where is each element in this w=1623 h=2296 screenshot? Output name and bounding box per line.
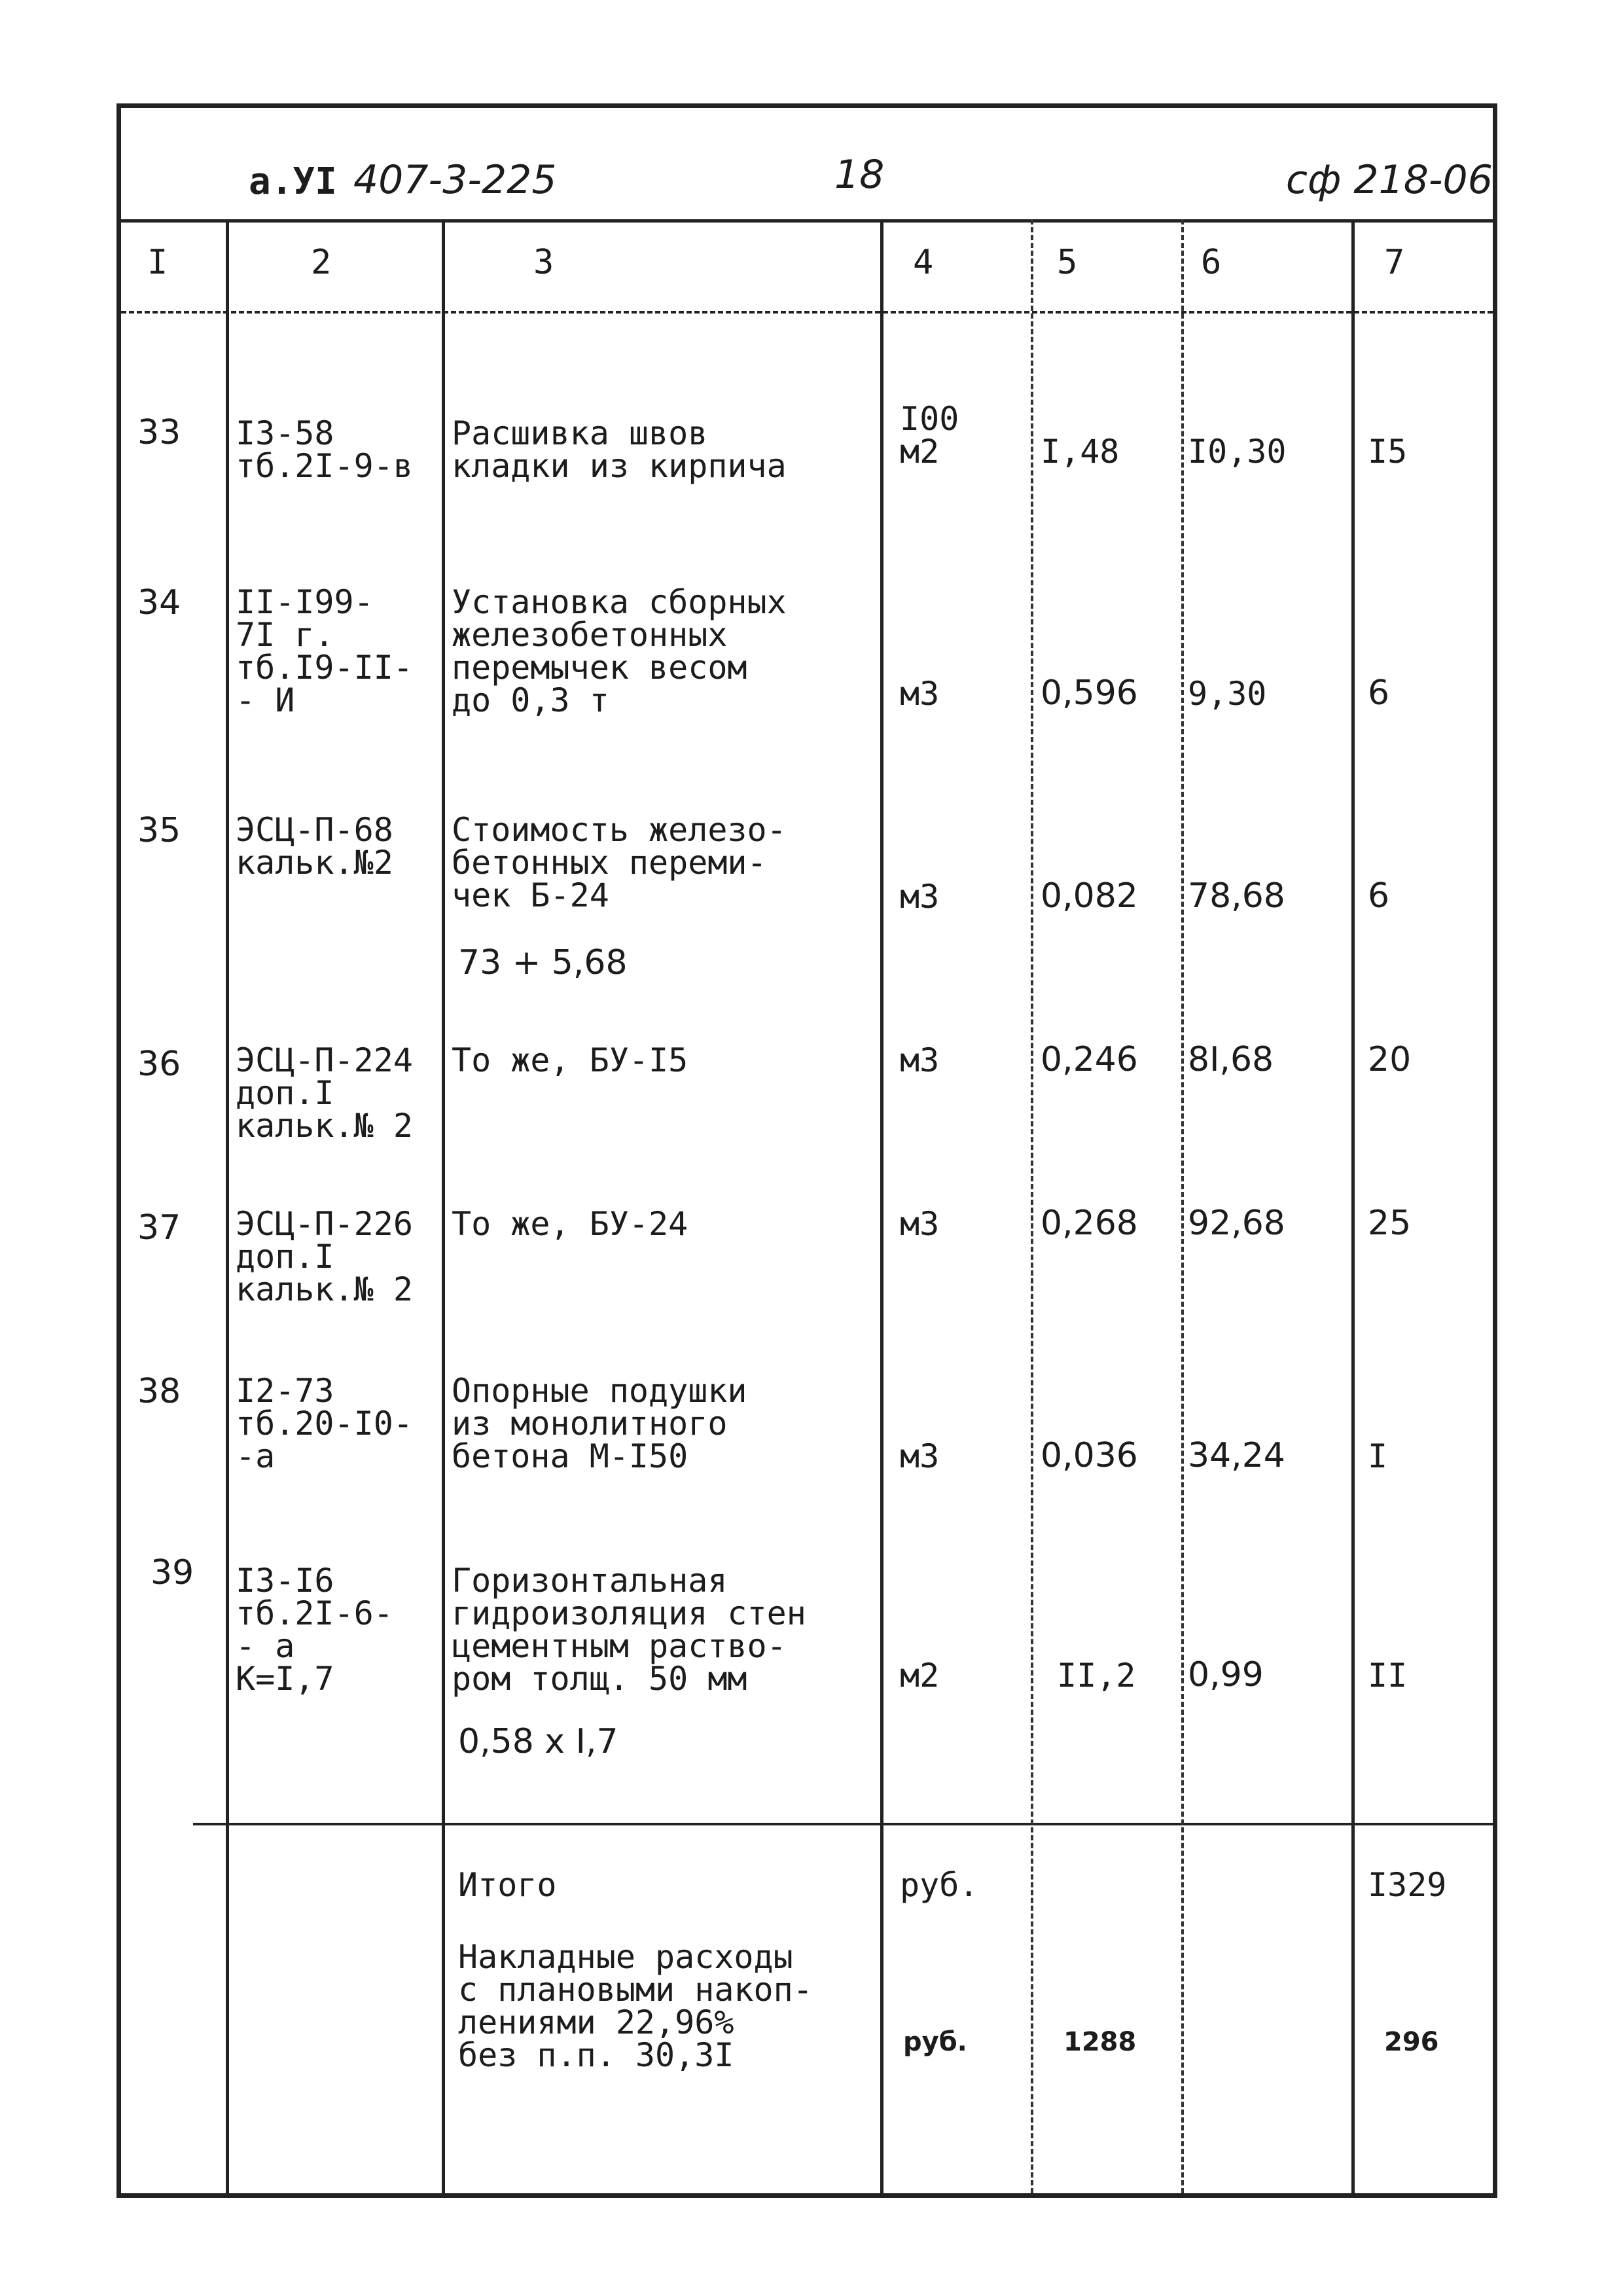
row-35-price: 78,68: [1188, 876, 1285, 916]
row-38-num: 38: [137, 1372, 181, 1411]
row-35-code: ЭСЦ-П-68 кальк.№2: [236, 811, 393, 882]
row-34-price: 9,30: [1188, 675, 1267, 713]
row-33-price: I0,30: [1188, 433, 1287, 471]
col-divider-6: [1351, 219, 1355, 2193]
row-36-code: ЭСЦ-П-224 доп.I кальк.№ 2: [236, 1041, 413, 1145]
row-38-price: 34,24: [1188, 1436, 1285, 1475]
col-divider-1: [226, 219, 229, 2193]
col-divider-4: [1031, 219, 1033, 2193]
row-37-qty: 0,268: [1041, 1204, 1138, 1243]
row-37-price: 92,68: [1188, 1204, 1285, 1243]
row-37-name: То же, БУ-24: [452, 1205, 688, 1243]
overhead-cost: 296: [1384, 2027, 1439, 2057]
row-35-qty: 0,082: [1041, 876, 1138, 916]
row-36-name: То же, БУ-I5: [452, 1041, 688, 1079]
col-divider-3: [880, 219, 883, 2193]
row-39-name: Горизонтальная гидроизоляция стен цементным раство- ром толщ. 50 мм: [452, 1562, 806, 1698]
row-34-code: II-I99- 7I г. тб.I9-II- - И: [236, 583, 413, 719]
row-35-unit: м3: [900, 878, 940, 916]
header-divider: [121, 219, 1493, 223]
row-36-qty: 0,246: [1041, 1040, 1138, 1079]
row-38-qty: 0,036: [1041, 1436, 1138, 1475]
itogo-cost: I329: [1368, 1866, 1447, 1904]
row-37-num: 37: [137, 1208, 181, 1247]
col-num-2: 2: [311, 243, 332, 282]
estimate-sheet: [116, 103, 1497, 2198]
col-num-5: 5: [1057, 243, 1078, 282]
col-divider-5: [1181, 219, 1184, 2193]
album-number: 407-3-225: [353, 157, 557, 203]
row-33-num: 33: [137, 413, 181, 452]
row-39-code: I3-I6 тб.2I-6- - а К=I,7: [236, 1562, 393, 1698]
totals-divider: [193, 1823, 1493, 1825]
row-34-unit: м3: [900, 675, 940, 713]
row-36-price: 8I,68: [1188, 1040, 1274, 1079]
row-37-code: ЭСЦ-П-226 доп.I кальк.№ 2: [236, 1205, 413, 1308]
col-num-4: 4: [913, 243, 934, 282]
overhead-unit: руб.: [903, 2027, 967, 2057]
row-36-num: 36: [137, 1045, 181, 1084]
row-35-num: 35: [137, 811, 181, 850]
row-33-unit: I00 м2: [900, 400, 959, 471]
row-39-num: 39: [151, 1553, 194, 1592]
col-num-1: I: [147, 243, 168, 282]
col-divider-2: [442, 219, 445, 2193]
col-num-7: 7: [1384, 243, 1405, 282]
col-num-3: 3: [533, 243, 554, 282]
row-39-extra: 0,58 х I,7: [458, 1722, 618, 1761]
row-38-name: Опорные подушки из монолитного бетона М-I50: [452, 1372, 747, 1475]
row-39-cost: II: [1368, 1657, 1408, 1695]
album-prefix: а.УI: [249, 160, 337, 203]
row-34-qty: 0,596: [1041, 673, 1138, 713]
row-35-extra: 73 + 5,68: [458, 943, 628, 982]
itogo-unit: руб.: [900, 1866, 979, 1904]
col-num-6: 6: [1201, 243, 1222, 282]
page-number: 18: [834, 152, 885, 198]
overhead-label: Накладные расходы с плановыми накоп- лениями 22,96% без п.п. 30,3I: [458, 1938, 813, 2074]
row-37-cost: 25: [1368, 1204, 1412, 1243]
row-34-cost: 6: [1368, 673, 1390, 713]
itogo-label: Итого: [458, 1866, 557, 1904]
column-number-divider: [121, 311, 1493, 314]
row-33-qty: I,48: [1041, 433, 1120, 471]
row-36-cost: 20: [1368, 1040, 1412, 1079]
row-33-code: I3-58 тб.2I-9-в: [236, 414, 413, 485]
row-34-num: 34: [137, 583, 181, 622]
row-39-price: 0,99: [1188, 1655, 1264, 1695]
overhead-qty: 1288: [1063, 2027, 1137, 2057]
row-34-name: Установка сборных железобетонных перемычек весом до 0,3 т: [452, 583, 787, 719]
row-35-name: Стоимость железо- бетонных переми- чек Б-24: [452, 811, 787, 914]
row-36-unit: м3: [900, 1041, 940, 1079]
row-38-unit: м3: [900, 1437, 940, 1475]
row-39-qty: II,2: [1057, 1657, 1136, 1695]
row-33-name: Расшивка швов кладки из кирпича: [452, 414, 787, 485]
row-38-cost: I: [1368, 1437, 1388, 1475]
row-33-cost: I5: [1368, 433, 1408, 471]
row-37-unit: м3: [900, 1205, 940, 1243]
sheet-code: сф 218-06: [1286, 157, 1493, 203]
row-35-cost: 6: [1368, 876, 1390, 916]
row-39-unit: м2: [900, 1657, 940, 1695]
row-38-code: I2-73 тб.20-I0- -а: [236, 1372, 413, 1475]
